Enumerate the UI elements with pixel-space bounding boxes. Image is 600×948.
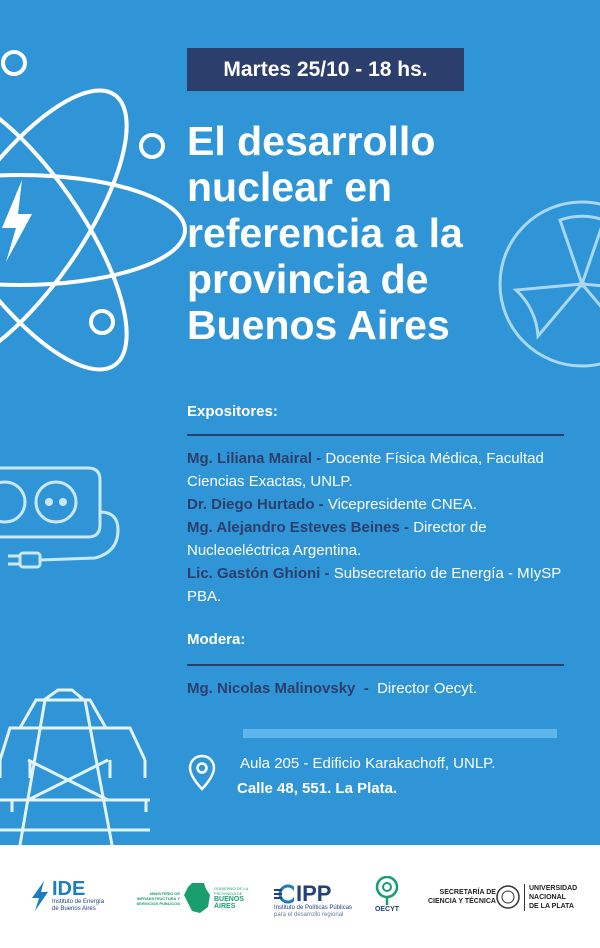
unlp-line: UNIVERSIDAD xyxy=(529,884,578,892)
ministerio-line: MINISTERIO DE xyxy=(149,890,180,896)
ide-subtitle: Instituto de Energía xyxy=(52,899,105,905)
power-strip-icon xyxy=(0,468,118,567)
speaker-item xyxy=(187,562,567,608)
speaker-name: Dr. Diego Hurtado xyxy=(187,496,315,513)
oecyt-label: OECYT xyxy=(374,906,400,913)
speaker-role: Subsecretario de Energía - MIySP PBA. xyxy=(187,565,562,605)
speaker-item xyxy=(187,493,567,516)
gov-line: GOBIERNO DE LA xyxy=(214,886,249,891)
unlp-seal-icon xyxy=(496,882,520,912)
speaker-separator: - xyxy=(399,519,414,536)
venue-address: Calle 48, 551. La Plata. xyxy=(237,780,398,797)
ipp-subtitle: para el desarrollo regional xyxy=(274,912,344,918)
secretaria-logo xyxy=(428,888,496,906)
speaker-item xyxy=(187,516,567,562)
speakers-list xyxy=(187,447,567,608)
speaker-name: Lic. Gastón Ghioni xyxy=(187,565,321,582)
moderator-heading: Modera: xyxy=(187,631,246,648)
ministerio-logo xyxy=(136,881,248,915)
gov-line: AIRES xyxy=(214,903,236,910)
ministerio-line: INFRAESTRUCTURA Y xyxy=(136,895,180,901)
atom-icon xyxy=(0,52,185,400)
ipp-subtitle: Instituto de Políticas Públicas xyxy=(274,905,353,911)
speaker-role: Docente Física Médica, Facultad Ciencias Exactas, UNLP. xyxy=(187,450,544,490)
speaker-role: Vicepresidente CNEA. xyxy=(327,496,477,513)
ipp-acronym: IPP xyxy=(296,881,332,906)
title-line: nuclear en xyxy=(187,164,393,210)
title-line: Buenos Aires xyxy=(187,302,450,348)
speaker-separator: - xyxy=(312,450,326,467)
ide-acronym: IDE xyxy=(52,878,86,900)
speaker-separator: - xyxy=(314,496,328,513)
location-pin-icon xyxy=(188,754,216,792)
unlp-logo xyxy=(496,882,577,912)
sponsor-footer xyxy=(0,845,600,948)
title-line: provincia de xyxy=(187,256,429,302)
moderator-item xyxy=(187,679,567,699)
moderator-role: Director Oecyt. xyxy=(377,680,478,697)
speaker-name: Mg. Alejandro Esteves Beines xyxy=(187,519,400,536)
accent-bar xyxy=(243,729,557,738)
lightbulb-icon xyxy=(374,876,400,906)
ministerio-line: SERVICIOS PÚBLICOS xyxy=(136,900,180,906)
secretaria-line: SECRETARÍA DE xyxy=(439,889,496,896)
title-line: El desarrollo xyxy=(187,118,436,164)
unlp-line: DE LA PLATA xyxy=(529,902,574,910)
ide-subtitle: de Buenos Aires xyxy=(52,906,96,912)
speaker-separator: - xyxy=(320,565,334,582)
ipp-logo xyxy=(274,883,352,919)
province-map-icon xyxy=(182,881,212,915)
speaker-item xyxy=(187,447,567,493)
gov-line: BUENOS xyxy=(214,896,244,903)
event-title xyxy=(187,118,587,348)
gov-line: PROVINCIA DE xyxy=(214,891,243,896)
oecyt-logo xyxy=(374,876,400,913)
ipp-mark-icon xyxy=(274,884,294,904)
speaker-role: Director de Nucleoeléctrica Argentina. xyxy=(187,519,487,559)
electricity-tower-icon xyxy=(0,690,150,845)
venue-room: Aula 205 - Edificio Karakachoff, UNLP. xyxy=(240,755,496,772)
ide-logo xyxy=(30,879,104,913)
moderator-separator: - xyxy=(355,680,378,697)
speaker-name: Mg. Liliana Mairal xyxy=(187,450,313,467)
date-time-badge: Martes 25/10 - 18 hs. xyxy=(187,48,464,91)
speakers-heading: Expositores: xyxy=(187,403,278,420)
title-line: referencia a la xyxy=(187,210,463,256)
lightning-icon xyxy=(30,881,50,911)
moderator-divider xyxy=(187,664,564,666)
secretaria-line: CIENCIA Y TÉCNICA xyxy=(428,898,496,905)
unlp-line: NACIONAL xyxy=(529,893,566,901)
speakers-divider xyxy=(187,434,564,436)
moderator-name: Mg. Nicolas Malinovsky xyxy=(187,680,356,697)
